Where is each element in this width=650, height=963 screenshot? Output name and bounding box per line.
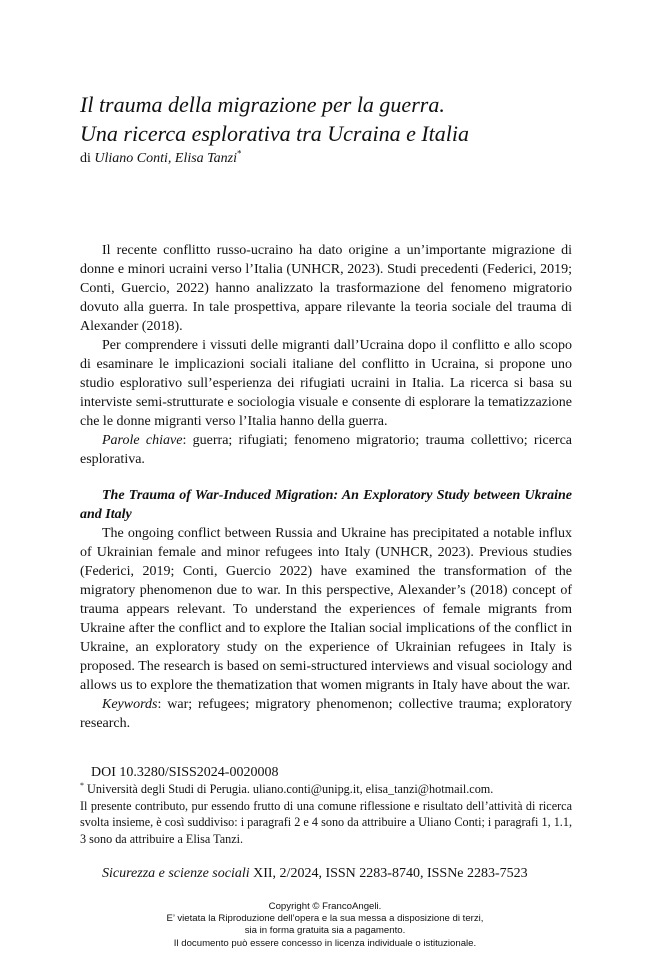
abstract-block xyxy=(80,241,572,733)
footnote-note: Il presente contributo, pur essendo frutto di una comune riflessione e risultato dell’attività di ricerca svolta insieme, è così suddiviso: i paragrafi 2 e 4 sono da attribuire a Uliano Conti; i paragrafi 1, 1.1, 3 sono da attribuire a Elisa Tanzi. xyxy=(80,798,572,846)
footnote xyxy=(80,781,572,847)
copyright-line-1: Copyright © FrancoAngeli. xyxy=(268,901,382,912)
copyright-notice xyxy=(0,901,650,950)
affiliation-text: Università degli Studi di Perugia. uliano.conti@unipg.it, elisa_tanzi@hotmail.com. xyxy=(84,782,494,796)
author-line xyxy=(80,148,242,167)
keywords-it-label: Parole chiave xyxy=(102,433,183,448)
article-title xyxy=(80,90,469,148)
authors-prefix: di xyxy=(80,151,91,166)
journal-name: Sicurezza e scienze sociali xyxy=(102,866,250,881)
english-title: The Trauma of War-Induced Migration: An Exploratory Study between Ukraine and Italy xyxy=(80,488,572,522)
title-line-2: Una ricerca esplorativa tra Ucraina e Italia xyxy=(80,121,470,146)
doi: DOI 10.3280/SISS2024-0020008 xyxy=(91,765,279,780)
copyright-line-4: Il documento può essere concesso in licenza individuale o istituzionale. xyxy=(173,937,477,949)
copyright-line-3: sia in forma gratuita sia a pagamento. xyxy=(244,925,406,937)
keywords-it-text: : guerra; rifugiati; fenomeno migratorio; trauma collettivo; ricerca esplorativa. xyxy=(80,433,572,467)
title-line-1: Il trauma della migrazione per la guerra. xyxy=(80,92,445,117)
keywords-en xyxy=(80,695,572,733)
keywords-en-label: Keywords xyxy=(102,697,158,712)
keywords-en-text: : war; refugees; migratory phenomenon; collective trauma; exploratory research. xyxy=(80,697,572,731)
copyright-line-2: E’ vietata la Riproduzione dell’opera e la sua messa a disposizione di terzi, xyxy=(166,913,484,925)
journal-citation xyxy=(102,866,528,882)
abstract-it-paragraph-1: Il recente conflitto russo-ucraino ha dato origine a un’importante migrazione di donne e minori ucraini verso l’Italia (UNHCR, 2023). Studi precedenti (Federici, 2019; Conti, Guercio, 2022) hanno analizzato la trasformazione del fenomeno migratorio dovuto alla guerra. In tale prospettiva, appare rilevante la teoria sociale del trauma di Alexander (2018). xyxy=(80,243,572,334)
footnote-marker: * xyxy=(80,780,84,790)
abstract-it-paragraph-2: Per comprendere i vissuti delle migranti dall’Ucraina dopo il conflitto e allo scopo di esaminare le implicazioni sociali italiane del conflitto in Ucraina, si propone uno studio esplorativo sull’esperienza dei rifugiati ucraini in Italia. La ricerca si basa su interviste semi-strutturate e sociologia visuale e consente di esplorare la tematizzazione che le donne migranti verso l’Italia hanno della guerra. xyxy=(80,338,572,429)
abstract-en-paragraph: The ongoing conflict between Russia and Ukraine has precipitated a notable influx of Ukrainian female and minor refugees into Italy (UNHCR, 2023). Previous studies (Federici, 2019; Conti, Guercio 2022) have examined the transformation of the migratory phenomenon due to war. In this perspective, Alexander’s (2018) concept of trauma appears relevant. To understand the experiences of female migrants from Ukraine after the conflict and to explore the Italian social implications of the conflict in Ukraine, an exploratory study on the experience of Ukrainian refugees in Italy is proposed. The research is based on semi-structured interviews and visual sociology and allows us to explore the thematization that women migrants in Italy have about the war. xyxy=(80,526,572,693)
keywords-it xyxy=(80,431,572,469)
footnote-affiliation xyxy=(80,781,572,798)
journal-details: XII, 2/2024, ISSN 2283-8740, ISSNe 2283-7523 xyxy=(249,866,528,881)
authors-footnote-marker: * xyxy=(237,148,242,159)
author-names: Uliano Conti, Elisa Tanzi xyxy=(94,151,238,166)
